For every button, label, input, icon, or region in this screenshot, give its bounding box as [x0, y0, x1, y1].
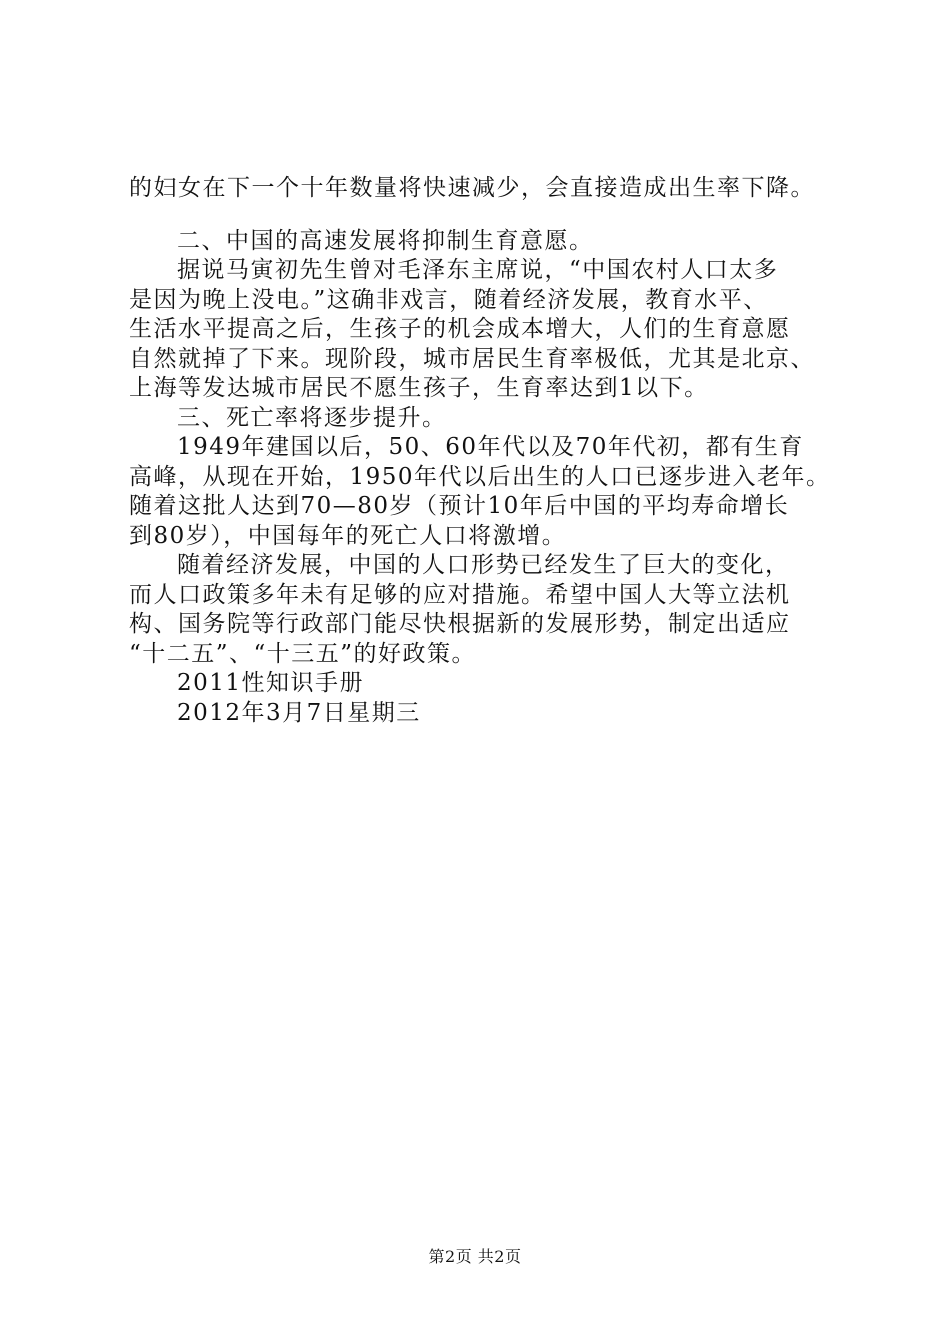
section-heading-2: 二、中国的高速发展将抑制生育意愿。 [177, 227, 594, 254]
section-heading-3: 三、死亡率将逐步提升。 [177, 404, 447, 431]
page-footer [0, 1244, 950, 1267]
paragraph-line: 上海等发达城市居民不愿生孩子，生育率达到1以下。 [129, 375, 709, 401]
date-line: 2012年3月7日星期三 [177, 699, 421, 726]
paragraph-line: 是因为晚上没电。”这确非戏言，随着经济发展，教育水平、 [129, 286, 768, 313]
paragraph-line: 随着经济发展，中国的人口形势已经发生了巨大的变化， [177, 552, 790, 578]
source-line: 2011性知识手册 [177, 670, 365, 696]
paragraph-line: “十二五”、“十三五”的好政策。 [129, 640, 477, 667]
paragraph-line: 而人口政策多年未有足够的应对措施。希望中国人大等立法机 [129, 581, 791, 608]
paragraph-line: 到80岁），中国每年的死亡人口将激增。 [129, 522, 567, 549]
paragraph-line: 高峰，从现在开始，1950年代以后出生的人口已逐步进入老年。 [129, 463, 831, 490]
page-number-label: 第2页 共2页 [428, 1247, 522, 1266]
paragraph-line: 自然就掉了下来。现阶段，城市居民生育率极低，尤其是北京、 [129, 345, 815, 372]
paragraph-line: 随着这批人达到70—80岁（预计10年后中国的平均寿命增长 [129, 493, 790, 519]
paragraph-line: 生活水平提高之后，生孩子的机会成本增大，人们的生育意愿 [129, 316, 791, 342]
paragraph-line: 1949年建国以后，50、60年代以及70年代初，都有生育 [177, 434, 804, 460]
paragraph-line: 构、国务院等行政部门能尽快根据新的发展形势，制定出适应 [129, 611, 791, 637]
paragraph-line: 据说马寅初先生曾对毛泽东主席说，“中国农村人口太多 [177, 257, 779, 283]
paragraph-line: 的妇女在下一个十年数量将快速减少，会直接造成出生率下降。 [129, 175, 815, 201]
document-body [129, 174, 849, 728]
